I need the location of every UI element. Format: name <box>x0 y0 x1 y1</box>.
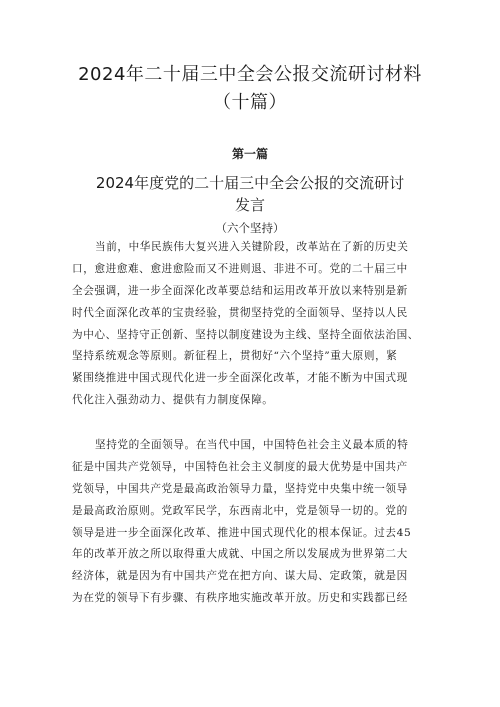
paragraph-line: 是最高政治原则。党政军民学，东西南北中，党是领导一切的。党的 <box>72 504 408 517</box>
paragraph-line: 代化注入强劲动力、提供有力制度保障。 <box>72 394 274 407</box>
document-title-count: （十篇） <box>213 92 287 113</box>
paragraph-line: 时代全面深化改革的宝贵经验，贯彻坚持党的全面领导、坚持以人民 <box>72 306 408 319</box>
speech-title-continued: 发言 <box>234 196 265 214</box>
paragraph-line: 年的改革开放之所以取得重大成就、中国之所以发展成为世界第二大 <box>72 548 408 561</box>
section-label: 第一篇 <box>231 147 268 161</box>
paragraph-party-leadership <box>72 435 428 610</box>
paragraph-line: 口，愈进愈难、愈进愈险而又不进则退、非进不可。党的二十届三中 <box>72 262 408 275</box>
sub-heading: （六个坚持） <box>215 221 285 235</box>
paragraph-intro <box>72 237 428 412</box>
paragraph-line: 坚持党的全面领导。在当代中国，中国特色社会主义最本质的特 <box>95 439 409 451</box>
speech-title: 2024年度党的二十届三中全会公报的交流研讨 <box>95 174 405 192</box>
paragraph-line: 为中心、坚持守正创新、坚持以制度建设为主线、坚持全面依法治国、 <box>72 328 420 341</box>
paragraph-line: 经济体，就是因为有中国共产党在把方向、谋大局、定政策，就是因 <box>72 570 408 583</box>
paragraph-line: 紧围绕推进中国式现代化进一步全面深化改革，才能不断为中国式现 <box>72 372 408 385</box>
paragraph-line: 为在党的领导下有步骤、有秩序地实施改革开放。历史和实践都已经 <box>72 592 408 605</box>
paragraph-line: 坚持系统观念等原则。新征程上，贯彻好“六个坚持”重大原则，紧 <box>72 350 398 363</box>
paragraph-line: 党领导，中国共产党是最高政治领导力量，坚持党中央集中统一领导 <box>72 482 408 495</box>
paragraph-line: 领导是进一步全面深化改革、推进中国式现代化的根本保证。过去45 <box>72 526 412 539</box>
paragraph-line: 全会强调，进一步全面深化改革要总结和运用改革开放以来特别是新 <box>72 284 408 297</box>
document-title: 2024年二十届三中全会公报交流研讨材料 <box>78 64 422 85</box>
paragraph-line: 征是中国共产党领导，中国特色社会主义制度的最大优势是中国共产 <box>72 460 408 473</box>
paragraph-line: 当前，中华民族伟大复兴进入关键阶段，改革站在了新的历史关 <box>95 241 409 253</box>
